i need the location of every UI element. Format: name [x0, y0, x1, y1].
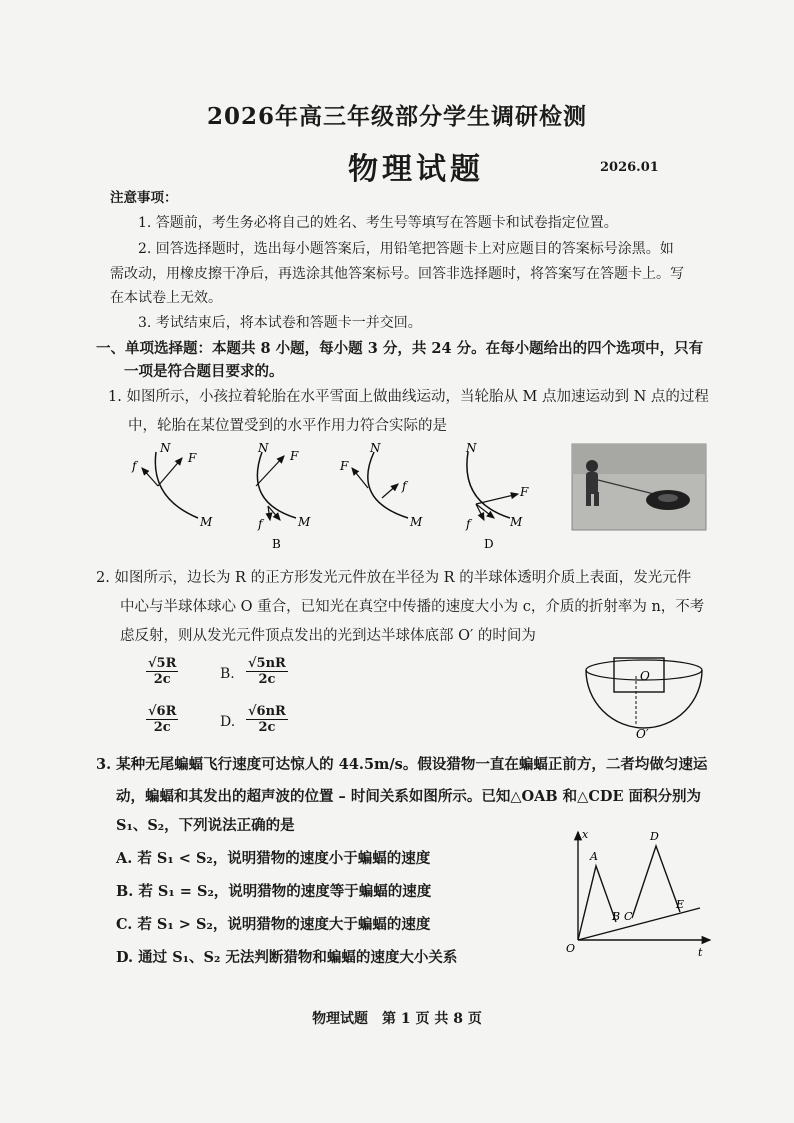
q2-option-a[interactable]: $\frac{√5R}{2c}$ — [148, 656, 177, 687]
notice-item-2a: 2. 回答选择题时，选出每小题答案后，用铅笔把答题卡上对应题目的答案标号涂黑。如 — [138, 241, 674, 257]
svg-text:M: M — [410, 515, 423, 529]
svg-text:f: f — [132, 459, 137, 473]
svg-text:x: x — [582, 828, 589, 841]
q2-label-o: O — [640, 669, 650, 683]
svg-text:M: M — [200, 515, 213, 529]
q1-label-d: D — [484, 537, 494, 551]
q3-position-time-graph — [560, 822, 720, 962]
notice-heading: 注意事项： — [110, 190, 178, 206]
svg-text:B: B — [612, 910, 621, 923]
svg-text:f: f — [258, 517, 263, 531]
q2-hemisphere-figure — [580, 650, 710, 740]
svg-text:f: f — [402, 479, 407, 493]
page-footer: 物理试题 第 1 页 共 8 页 — [312, 1011, 482, 1027]
q1-option-c-figure — [339, 441, 423, 529]
q2-option-d[interactable]: $\frac{√6nR}{2c}$ — [248, 704, 286, 735]
svg-text:t: t — [698, 946, 703, 959]
svg-text:N: N — [370, 441, 381, 455]
q2-label-o-prime: O′ — [636, 727, 649, 740]
q2-stem-line1: 2. 如图所示，边长为 R 的正方形发光元件放在半径为 R 的半球体透明介质上表面，发光元件 — [96, 570, 692, 586]
q2-stem-line3: 虑反射，则从发光元件顶点发出的光到达半球体底部 O′ 的时间为 — [120, 628, 536, 644]
svg-text:D: D — [650, 830, 659, 843]
section-1-heading-cont: 一项是符合题目要求的。 — [124, 363, 284, 380]
svg-text:N: N — [258, 441, 269, 455]
section-1-heading: 一、单项选择题：本题共 8 小题，每小题 3 分，共 24 分。在每小题给出的四个选项中，只有 — [96, 340, 704, 357]
svg-text:N: N — [160, 441, 171, 455]
q1-option-d-figure — [465, 441, 529, 551]
q3-option-a[interactable]: A. 若 S₁ < S₂，说明猎物的速度小于蝙蝠的速度 — [116, 850, 431, 867]
notice-item-1: 1. 答题前，考生务必将自己的姓名、考生号等填写在答题卡和试卷指定位置。 — [138, 215, 618, 231]
svg-text:F: F — [188, 451, 197, 465]
q3-stem-line1: 3. 某种无尾蝙蝠飞行速度可达惊人的 44.5m/s。假设猎物一直在蝙蝠正前方，二者均做匀速运 — [96, 756, 708, 773]
q2-option-b-label: B. — [220, 666, 235, 682]
q2-option-c[interactable]: $\frac{√6R}{2c}$ — [148, 704, 177, 735]
q1-option-a-figure — [131, 441, 213, 529]
svg-text:F: F — [290, 449, 299, 463]
q1-figures — [120, 440, 720, 552]
q3-stem-line2: 动，蝙蝠和其发出的超声波的位置 – 时间关系如图所示。已知△OAB 和△CDE 面积分别为 — [116, 788, 702, 805]
q2-stem-line2: 中心与半球体球心 O 重合，已知光在真空中传播的速度大小为 c，介质的折射率为 n，不考 — [120, 599, 705, 615]
notice-item-3: 3. 考试结束后，将本试卷和答题卡一并交回。 — [138, 315, 422, 331]
subject-title: 物理试题 — [348, 152, 484, 187]
svg-text:M: M — [510, 515, 523, 529]
q2-option-d-label: D. — [220, 714, 236, 730]
svg-text:E: E — [676, 898, 685, 911]
svg-text:O: O — [566, 942, 576, 955]
q1-stem-line2: 中，轮胎在某位置受到的水平作用力符合实际的是 — [128, 418, 447, 434]
q2-option-b[interactable]: $\frac{√5nR}{2c}$ — [248, 656, 286, 687]
q1-label-b: B — [272, 537, 281, 551]
svg-text:F: F — [340, 459, 349, 473]
q3-option-c[interactable]: C. 若 S₁ > S₂，说明猎物的速度大于蝙蝠的速度 — [116, 916, 431, 933]
q3-option-b[interactable]: B. 若 S₁ = S₂，说明猎物的速度等于蝙蝠的速度 — [116, 883, 432, 900]
q1-stem-line1: 1. 如图所示，小孩拉着轮胎在水平雪面上做曲线运动，当轮胎从 M 点加速运动到 N 点的过程 — [108, 389, 709, 405]
svg-text:F: F — [520, 485, 529, 499]
exam-title: 2026年高三年级部分学生调研检测 — [206, 103, 587, 130]
q1-photo-child-pulling-tire — [572, 444, 706, 530]
svg-text:N: N — [466, 441, 477, 455]
notice-item-2c: 在本试卷上无效。 — [110, 290, 222, 306]
q3-option-d[interactable]: D. 通过 S₁、S₂ 无法判断猎物和蝙蝠的速度大小关系 — [116, 949, 458, 966]
svg-text:f: f — [466, 517, 471, 531]
q3-stem-line3: S₁、S₂，下列说法正确的是 — [116, 817, 295, 834]
svg-text:M: M — [298, 515, 311, 529]
exam-date: 2026.01 — [600, 160, 659, 175]
svg-text:C: C — [624, 910, 633, 923]
svg-text:A: A — [590, 850, 598, 863]
q1-option-b-figure — [256, 441, 311, 551]
notice-item-2b: 需改动，用橡皮擦干净后，再选涂其他答案标号。回答非选择题时，将答案写在答题卡上。写 — [110, 266, 684, 282]
